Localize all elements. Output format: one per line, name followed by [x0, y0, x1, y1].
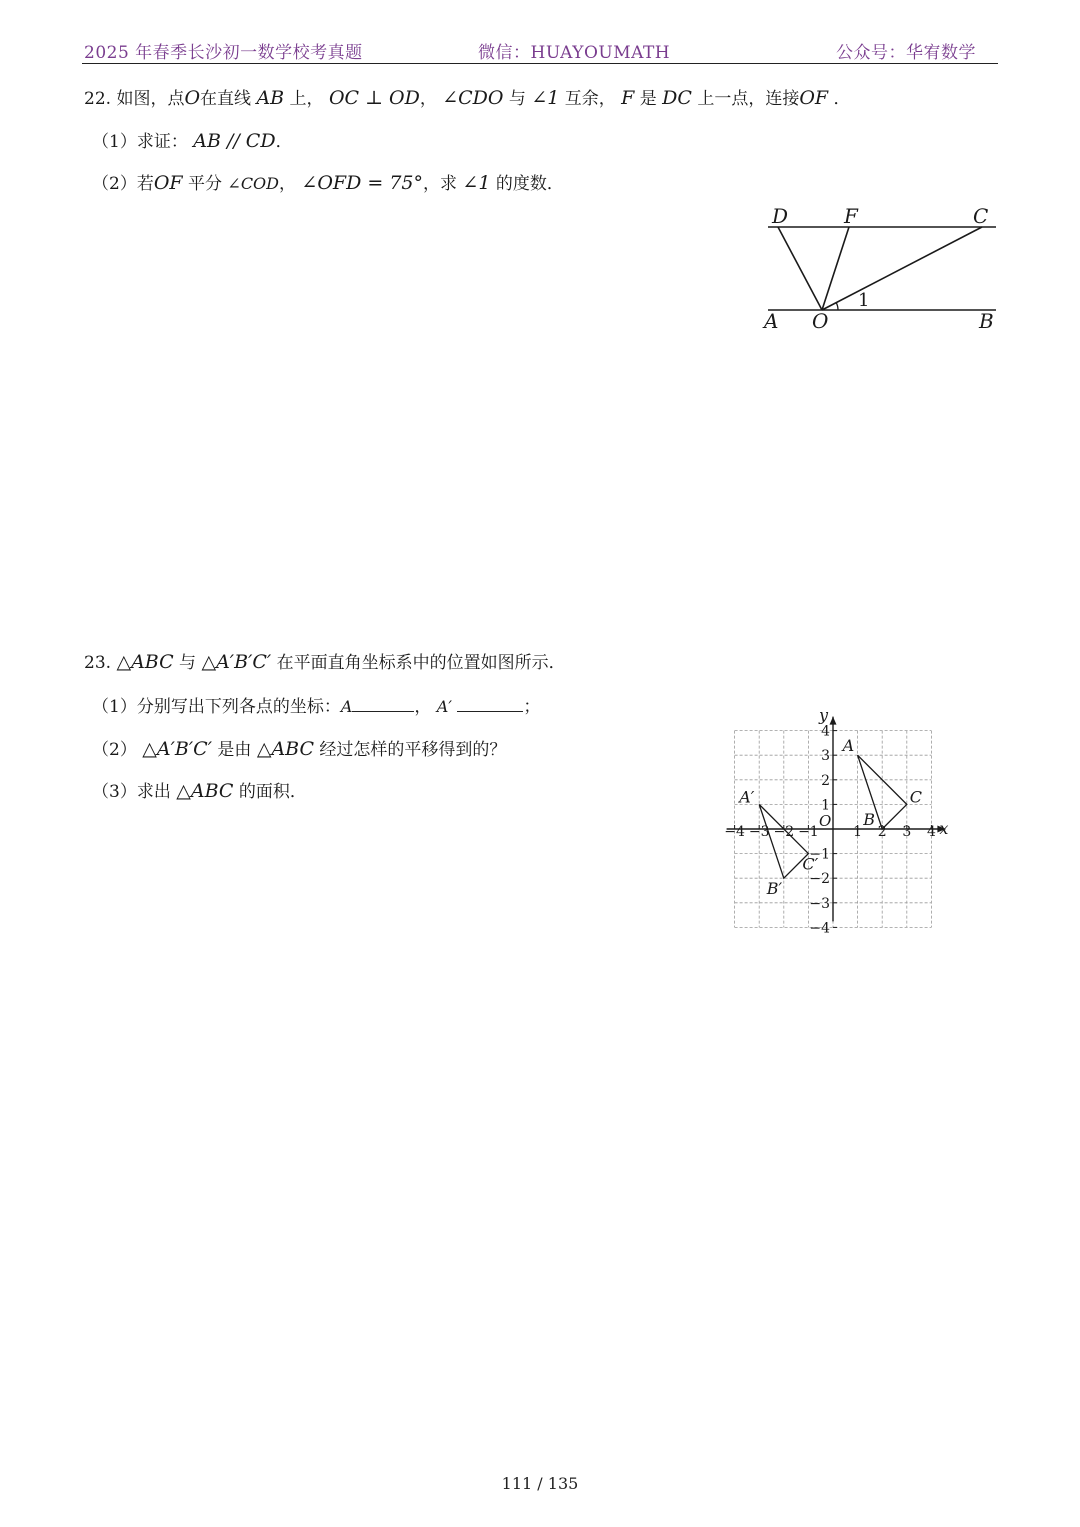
text: （1）求证： — [92, 132, 188, 152]
header-wechat: 微信：HUAYOUMATH — [478, 43, 671, 63]
question-23-part-3 — [92, 777, 307, 802]
text: 与 — [508, 89, 526, 109]
math: AB — [256, 87, 285, 109]
text: 的度数． — [495, 174, 564, 194]
y-tick-label: −3 — [809, 895, 830, 912]
text: ， — [414, 697, 432, 717]
text: 的面积． — [238, 782, 307, 802]
question-23-part-2 — [92, 735, 506, 760]
math: OF — [799, 87, 829, 109]
label-c: C — [973, 204, 989, 228]
math: OC ⊥ OD — [328, 87, 420, 109]
text: 在直线 — [200, 89, 252, 109]
y-axis-arrow-icon — [830, 717, 837, 725]
y-tick-label: −4 — [809, 920, 830, 937]
text: （1）分别写出下列各点的坐标： — [92, 697, 341, 717]
y-tick-label: 1 — [821, 797, 830, 814]
vertex-label-b: B — [863, 810, 875, 829]
math: A — [340, 697, 353, 716]
math: △A′B′C′ — [201, 651, 272, 673]
figure-23-coordinate-grid — [715, 695, 960, 940]
answer-blank-a[interactable] — [352, 697, 414, 712]
question-number: 22. — [84, 89, 112, 109]
text: ； — [523, 697, 541, 717]
y-tick-label: 4 — [821, 723, 830, 740]
page-number: 111 / 135 — [501, 1474, 579, 1493]
header-title: 2025 年春季长沙初一数学校考真题 — [84, 43, 363, 63]
text: ． — [833, 89, 851, 109]
vertex-label-a: A — [842, 736, 855, 756]
label-d: D — [772, 204, 789, 228]
text: ， — [419, 89, 437, 109]
text: （2） — [92, 740, 137, 760]
math: △ABC — [176, 780, 234, 802]
figure-22-parallel-lines — [760, 200, 1010, 340]
text: （2）若 — [92, 174, 154, 194]
question-22-stem — [84, 84, 851, 109]
math: O — [184, 87, 201, 109]
x-tick-label: 2 — [877, 824, 887, 840]
text: （3）求出 — [92, 782, 171, 802]
text: 与 — [179, 653, 197, 673]
text: 如图，点 — [116, 89, 185, 109]
y-tick-label: 3 — [821, 748, 830, 765]
math: △ABC — [256, 738, 315, 760]
x-axis-label: x — [939, 819, 949, 838]
math: A′ — [436, 697, 452, 716]
label-f: F — [844, 204, 858, 228]
text: 经过怎样的平移得到的？ — [319, 740, 507, 760]
question-number: 23. — [84, 653, 112, 673]
text: 是 — [639, 89, 657, 109]
text: ， — [279, 174, 296, 194]
math: ∠CDO — [442, 87, 504, 109]
math: ∠1 — [462, 172, 491, 194]
origin-label: O — [819, 812, 832, 830]
text: ，求 — [423, 174, 457, 194]
x-tick-label: −4 — [724, 824, 745, 840]
text: 是由 — [217, 740, 252, 760]
x-tick-label: 4 — [926, 824, 936, 840]
x-tick-label: −1 — [798, 824, 819, 840]
question-23-part-1 — [92, 692, 540, 717]
label-angle-1: 1 — [858, 290, 870, 311]
y-tick-label: −1 — [809, 846, 830, 863]
math: ∠1 — [531, 87, 560, 109]
angle-1-arc — [836, 303, 838, 310]
x-tick-label: −2 — [773, 824, 795, 840]
math: ∠OFD = 75° — [301, 172, 423, 194]
vertex-label-prime-a: A′ — [739, 787, 755, 807]
math: ∠COD — [227, 174, 279, 193]
text: 上一点，连接 — [697, 89, 800, 109]
y-tick-label: −2 — [809, 871, 830, 888]
text: ． — [275, 132, 293, 152]
vertex-label-c: C — [909, 787, 923, 807]
x-tick-label: −3 — [748, 824, 770, 840]
label-o: O — [812, 309, 829, 333]
label-b: B — [979, 309, 994, 333]
text: 在平面直角坐标系中的位置如图所示． — [276, 653, 566, 673]
math: DC — [662, 87, 692, 109]
vertex-label-prime-c: C′ — [802, 854, 819, 874]
math: △ABC — [116, 651, 174, 673]
math: △A′B′C′ — [142, 738, 213, 760]
header-account: 公众号：华宥数学 — [836, 43, 976, 63]
vertex-label-prime-b: B′ — [766, 879, 783, 899]
segment-oc — [822, 227, 982, 310]
x-tick-label: 1 — [853, 824, 863, 840]
question-23-stem — [84, 648, 566, 673]
segment-od — [778, 227, 822, 310]
header-divider — [82, 63, 998, 64]
text: 互余， — [564, 89, 616, 109]
text: 上， — [289, 89, 324, 109]
text: 平分 — [188, 174, 222, 194]
x-tick-label: 3 — [902, 824, 912, 840]
label-a: A — [764, 309, 779, 333]
math: F — [621, 87, 635, 109]
math: OF — [153, 172, 183, 194]
answer-blank-a-prime[interactable] — [457, 697, 523, 712]
question-22-part-1 — [92, 127, 293, 152]
y-tick-label: 2 — [821, 772, 830, 789]
y-axis-label: y — [819, 705, 829, 725]
question-22-part-2 — [92, 169, 564, 194]
math: AB // CD — [193, 130, 276, 152]
